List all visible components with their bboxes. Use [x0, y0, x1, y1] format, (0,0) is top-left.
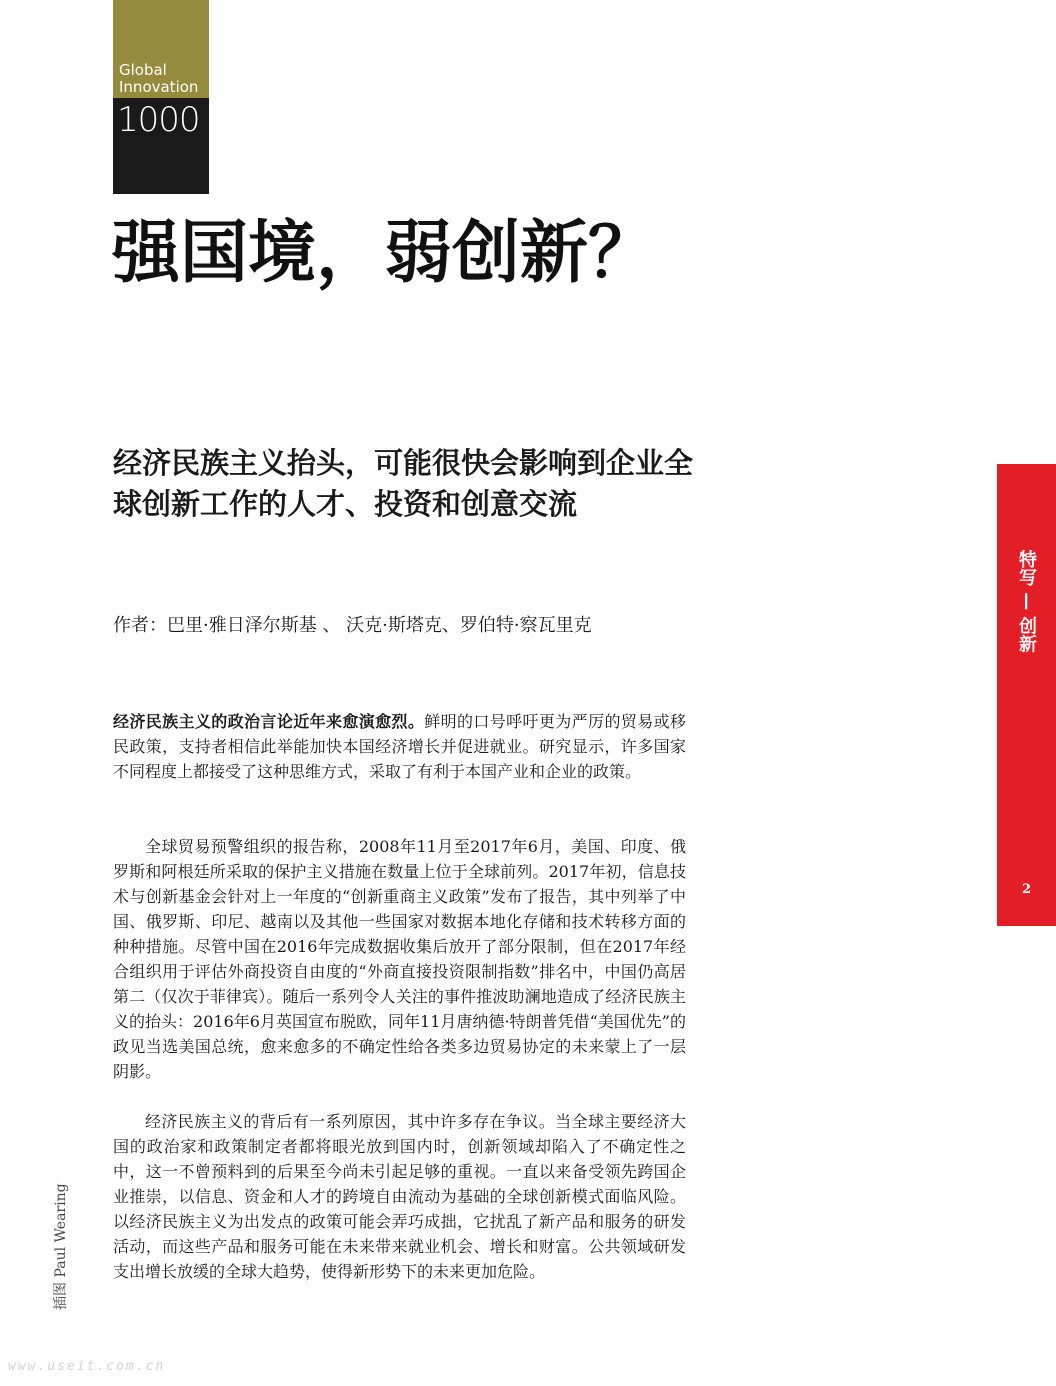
watermark: www.useit.com.cn — [8, 1359, 166, 1374]
logo-line-innovation: Innovation — [119, 78, 199, 96]
section-label: 特写 — 创新 — [1016, 550, 1037, 653]
paragraph-2: 全球贸易预警组织的报告称，2008年11月至2017年6月，美国、印度、俄罗斯和阿根廷所采取的保护主义措施在数量上位于全球前列。2017年初，信息技术与创新基金会针对上一年度的“创新重商主义政策”发布了报告，其中列举了中国、俄罗斯、印尼、越南以及其他一些国家对数据本地化存储和技术转移方面的种种措施。尽管中国在2016年完成数据收集后放开了部分限制，但在2017年经合组织用于评估外商投资自由度的“外商直接投资限制指数”排名中，中国仍高居第二（仅次于菲律宾）。随后一系列令人关注的事件推波助澜地造成了经济民族主义的抬头：2016年6月英国宣布脱欧，同年11月唐纳德·特朗普凭借“美国优先”的政见当选美国总统，愈来愈多的不确定性给各类多边贸易协定的未来蒙上了一层阴影。 — [113, 837, 686, 1081]
subtitle: 经济民族主义抬头，可能很快会影响到企业全球创新工作的人才、投资和创意交流 — [113, 446, 694, 521]
logo-line-global: Global — [119, 61, 167, 79]
paragraph-1-body: 鲜明的口号呼吁更为严厉的贸易或移民政策，支持者相信此举能加快本国经济增长并促进就业。研究显示，许多国家不同程度上都接受了这种思维方式，采取了有利于本国产业和企业的政策。 — [113, 712, 686, 781]
paragraph-1-lead: 经济民族主义的政治言论近年来愈演愈烈。 — [113, 712, 425, 731]
logo-number: 1000 — [117, 100, 200, 140]
page-number: 2 — [1021, 882, 1032, 897]
paragraph-3: 经济民族主义的背后有一系列原因，其中许多存在争议。当全球主要经济大国的政治家和政策制定者都将眼光放到国内时，创新领域却陷入了不确定性之中，这一不曾预料到的后果至今尚未引起足够的重视。一直以来备受领先跨国企业推崇，以信息、资金和人才的跨境自由流动为基础的全球创新模式面临风险。以经济民族主义为出发点的政策可能会弄巧成拙，它扰乱了新产品和服务的研发活动，而这些产品和服务可能在未来带来就业机会、增长和财富。公共领域研发支出增长放缓的全球大趋势，使得新形势下的未来更加危险。 — [113, 1112, 686, 1281]
illustration-credit: 插图 Paul Wearing — [53, 1183, 69, 1310]
paragraph-1 — [113, 709, 686, 784]
author-byline: 作者：巴里·雅日泽尔斯基 、 沃克·斯塔克、罗伯特·察瓦里克 — [113, 615, 592, 636]
global-innovation-logo — [113, 0, 209, 194]
section-side-tab — [997, 464, 1056, 926]
page-title: 强国境，弱创新？ — [112, 213, 657, 293]
